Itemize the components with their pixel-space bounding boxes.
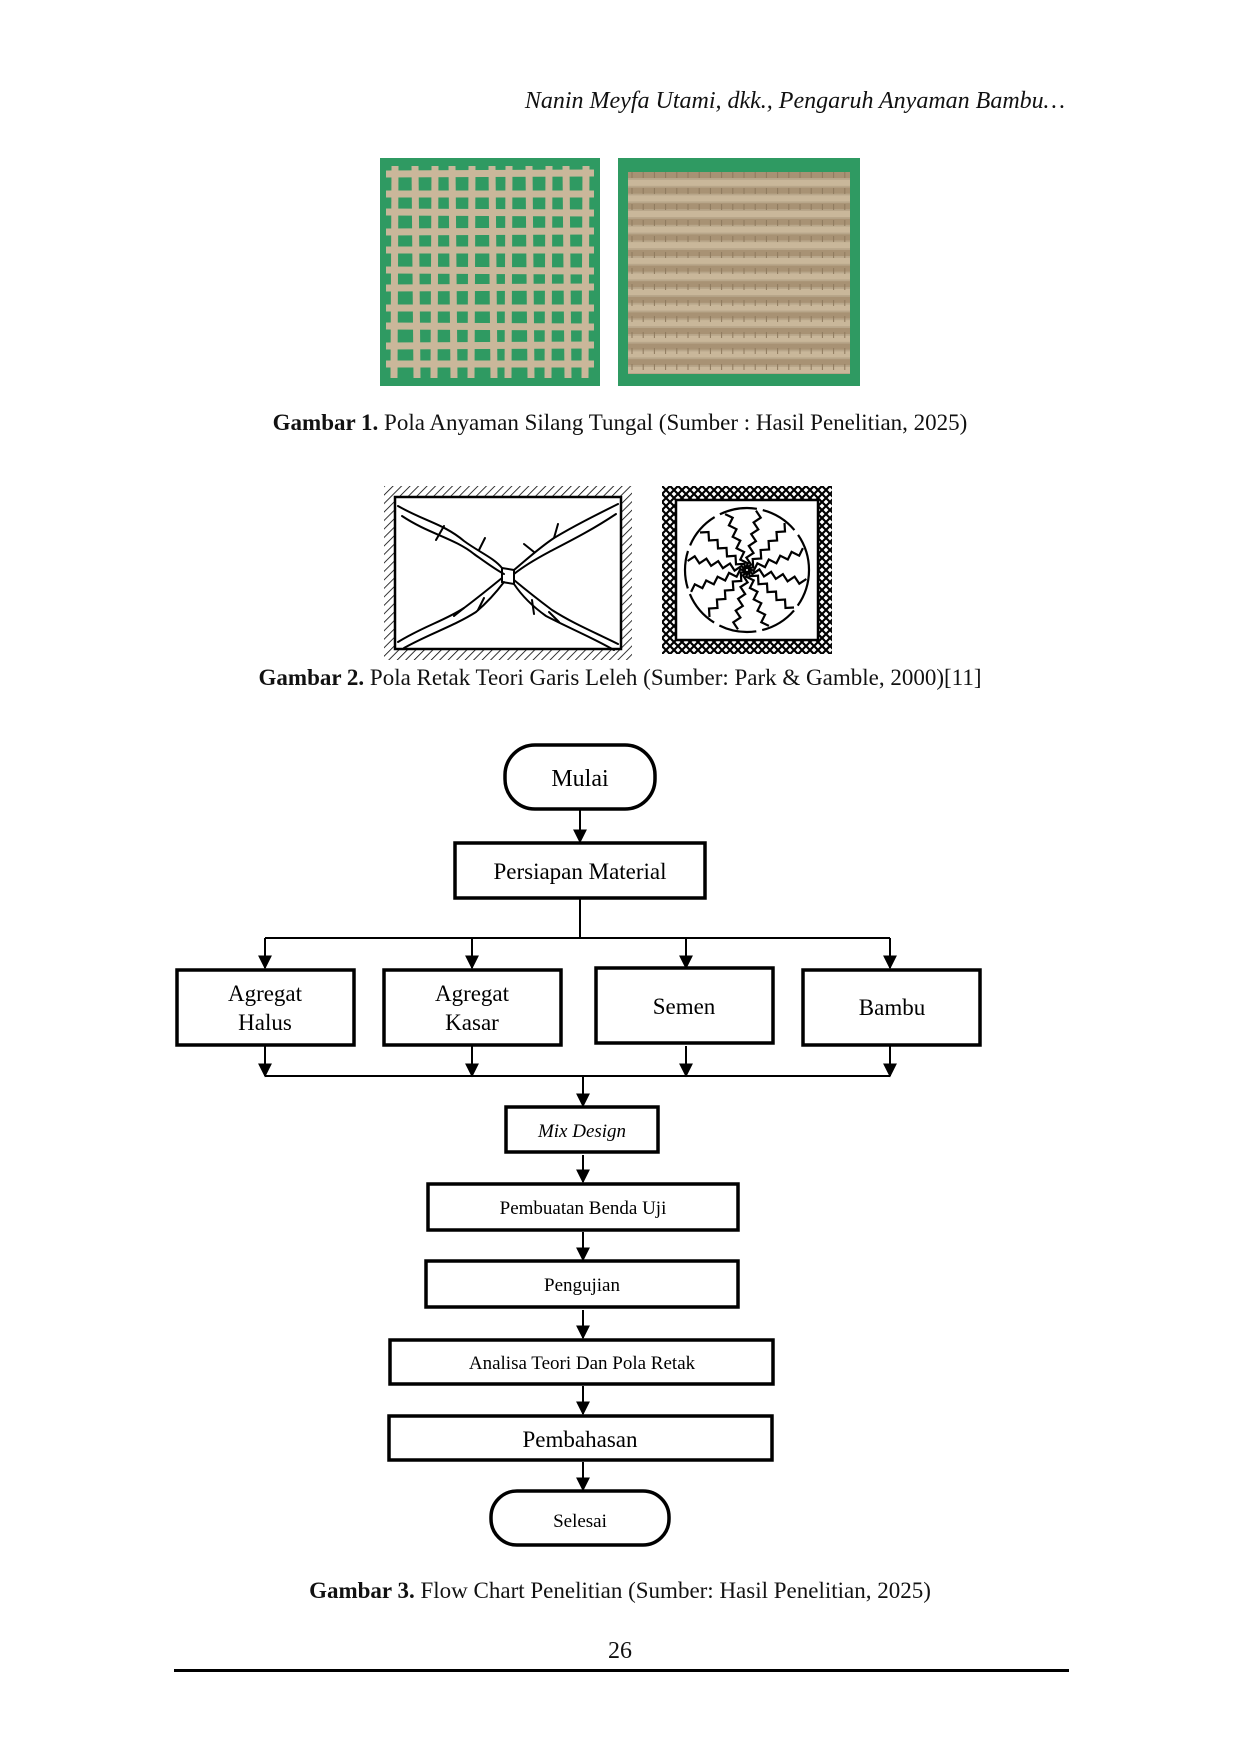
- weave-strip: [628, 266, 850, 272]
- weave-strip: [628, 188, 850, 194]
- node-pembahasan-label: Pembahasan: [522, 1427, 638, 1452]
- weave-strip: [628, 172, 850, 178]
- node-material-prep: [455, 843, 705, 898]
- node-semen-label: Semen: [652, 994, 716, 1019]
- weave-strip: [386, 173, 594, 174]
- weave-strip: [386, 231, 594, 232]
- weave-strip: [386, 287, 594, 288]
- weave-strip: [386, 326, 594, 327]
- node-start-label: Mulai: [551, 766, 609, 792]
- node-end-label: Selesai: [553, 1511, 607, 1532]
- figure-2-caption: [0, 665, 1240, 691]
- node-pengujian-label: Pengujian: [544, 1275, 620, 1296]
- node-end: [491, 1491, 669, 1545]
- figure-1-text: Pola Anyaman Silang Tungal (Sumber : Hasil Penelitian, 2025): [378, 410, 968, 435]
- weave-strip: [386, 270, 594, 271]
- footer-rule: [174, 1669, 1069, 1672]
- weave-strip: [628, 242, 850, 248]
- node-mix-design-label: Mix Design: [537, 1121, 627, 1142]
- figure-2-text: Pola Retak Teori Garis Leleh (Sumber: Park & Gamble, 2000)[11]: [364, 665, 982, 690]
- node-agregat-kasar: [384, 970, 561, 1045]
- yield-line-circular-slab: [662, 486, 832, 654]
- node-analisa-label: Analisa Teori Dan Pola Retak: [468, 1353, 696, 1374]
- weave-strip: [386, 212, 594, 213]
- figure-3-text: Flow Chart Penelitian (Sumber: Hasil Penelitian, 2025): [414, 1578, 931, 1603]
- weave-strip: [628, 351, 850, 357]
- figure-2-label: Gambar 2.: [258, 665, 365, 690]
- weave-strip: [628, 227, 850, 233]
- node-agregat-halus-line2: Halus: [238, 1010, 292, 1035]
- figure-1-caption: [0, 410, 1240, 436]
- weave-strip: [628, 234, 850, 240]
- weave-strip: [628, 273, 850, 279]
- yield-line-rectangular-slab: [384, 486, 632, 660]
- figure-3-caption: [0, 1578, 1240, 1604]
- node-agregat-kasar-line2: Kasar: [445, 1010, 499, 1035]
- weave-strip: [628, 344, 850, 350]
- node-semen: [596, 968, 773, 1043]
- weave-strip: [628, 211, 850, 217]
- page-number: 26: [608, 1638, 632, 1664]
- weave-strip: [628, 367, 850, 373]
- weave-strip: [386, 345, 594, 346]
- research-flowchart: [0, 730, 1240, 1550]
- node-mix-design: [506, 1107, 658, 1152]
- node-pembuatan-benda-uji: [428, 1184, 738, 1230]
- weave-strip: [628, 250, 850, 256]
- node-agregat-halus-line1: Agregat: [227, 981, 303, 1006]
- node-analisa: [390, 1340, 773, 1384]
- node-agregat-kasar-line1: Agregat: [434, 981, 510, 1006]
- weave-photo-dense: [618, 158, 860, 386]
- node-bambu-label: Bambu: [858, 995, 926, 1020]
- weave-photo-open: [380, 158, 600, 386]
- weave-strip: [628, 328, 850, 334]
- weave-strip: [628, 180, 850, 186]
- weave-strip: [628, 312, 850, 318]
- figure-3-label: Gambar 3.: [309, 1578, 415, 1603]
- weave-strip: [628, 297, 850, 303]
- weave-strip: [628, 258, 850, 264]
- weave-strip: [628, 305, 850, 311]
- weave-strip: [628, 320, 850, 326]
- running-header: Nanin Meyfa Utami, dkk., Pengaruh Anyaman Bambu…: [524, 88, 1065, 114]
- node-material-prep-label: Persiapan Material: [493, 859, 667, 884]
- weave-strip: [628, 281, 850, 287]
- weave-strip: [628, 289, 850, 295]
- node-pembahasan: [389, 1416, 772, 1460]
- weave-strip: [628, 203, 850, 209]
- node-bambu: [803, 970, 980, 1045]
- figure-1-label: Gambar 1.: [272, 410, 379, 435]
- node-agregat-halus: [177, 970, 354, 1045]
- node-pengujian: [426, 1261, 738, 1307]
- node-start: [505, 745, 655, 809]
- weave-strip: [628, 195, 850, 201]
- weave-strip: [628, 336, 850, 342]
- weave-strip: [628, 219, 850, 225]
- node-pembuatan-label: Pembuatan Benda Uji: [499, 1198, 667, 1219]
- weave-strip: [628, 359, 850, 365]
